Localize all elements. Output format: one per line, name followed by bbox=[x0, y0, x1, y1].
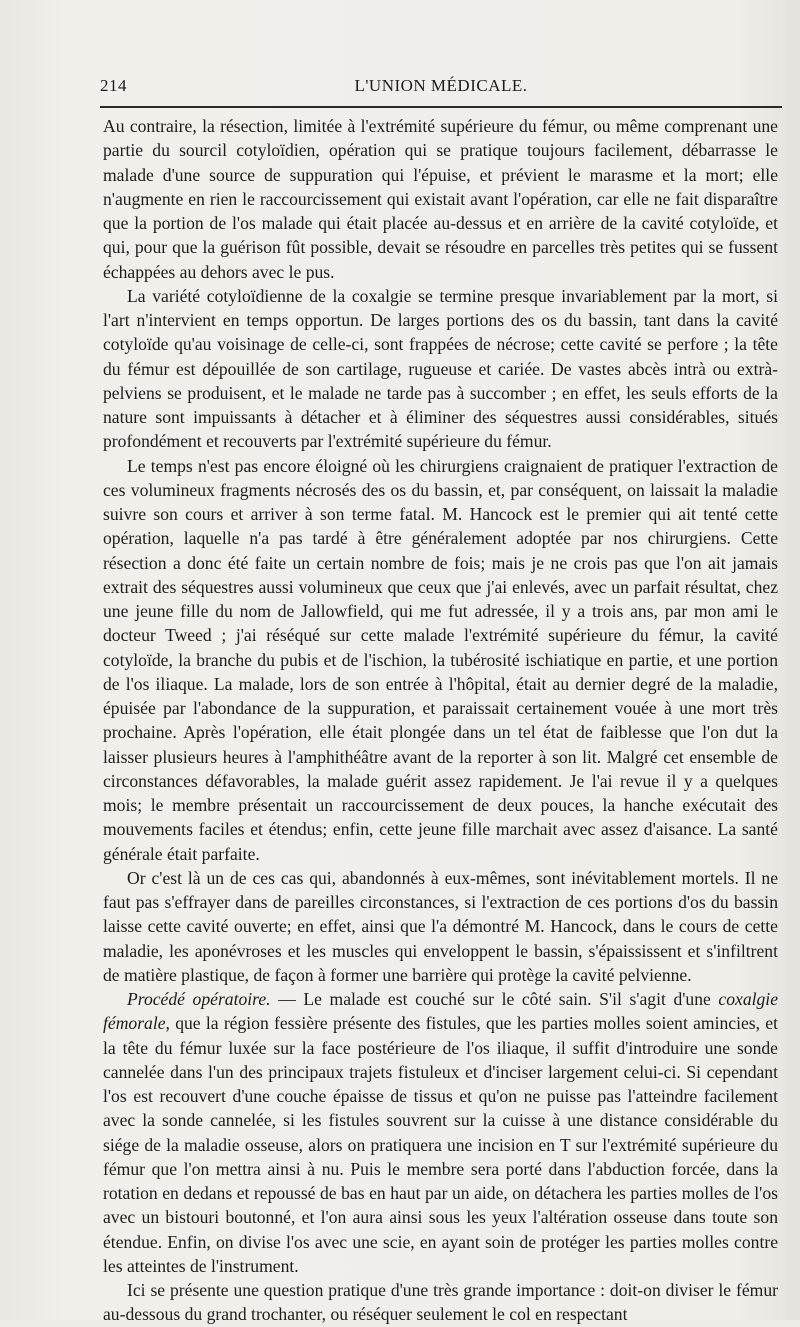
paragraph-1: Au contraire, la résection, limitée à l'extrémité supérieure du fémur, ou même comprenant une partie du sourcil cotyloïdien, opération qui se pratique toujours facilement, débarrasse le malade d'une source de suppuration qui l'épuise, et prévient le marasme et la mort; elle n'augmente en rien le raccourcissement qui existait avant l'opération, car elle ne fait disparaître que la portion de l'os malade qui était placée au-dessus et en arrière de la cavité cotyloïde, et qui, pour que la guérison fût possible, devait se résoudre en parcelles très petites qui se fussent échappées au dehors avec le pus. bbox=[103, 116, 778, 282]
paragraph-6: Ici se présente une question pratique d'une très grande importance : doit-on diviser le fémur au-dessous du grand trochanter, ou réséquer seulement le col en respectant bbox=[103, 1280, 778, 1325]
term-coxalgie-femorale: coxalgie fémorale, bbox=[103, 989, 778, 1034]
paragraph-5 bbox=[103, 987, 778, 1278]
page-header bbox=[100, 72, 782, 102]
header-rule bbox=[100, 106, 782, 108]
paragraph-5-text-a: — Le malade est couché sur le côté sain. S'il s'agit d'une bbox=[270, 989, 719, 1009]
running-title: L'UNION MÉDICALE. bbox=[354, 76, 528, 95]
paragraph-5-text-b: que la région fessière présente des fistules, que les parties molles soient amincies, et la tête du fémur luxée sur la face postérieure de l'os iliaque, il suffit d'introduire une sonde cannelée dans l'un des principaux trajets fistuleux et d'inciser largement celui-ci. Si cependant l'os est recouvert d'une couche épaisse de tissus et qu'on ne puisse pas l'atteindre facilement avec la sonde cannelée, si les fistules souvrent sur la cuisse à une distance considérable du siége de la maladie osseuse, alors on pratiquera une incision en T sur l'extrémité supérieure du fémur que l'on mettra ainsi à nu. Puis le membre sera porté dans l'abduction forcée, dans la rotation en dedans et repoussé de bas en haut par un aide, on détachera les parties molles de l'os avec un bistouri boutonné, et l'on aura ainsi sous les yeux l'altération osseuse dans toute son étendue. Enfin, on divise l'os avec une scie, en ayant soin de protéger les parties molles contre les atteintes de l'instrument. bbox=[103, 1013, 778, 1276]
paragraph-2: La variété cotyloïdienne de la coxalgie se termine presque invariablement par la mort, si l'art n'intervient en temps opportun. De larges portions des os du bassin, tant dans la cavité cotyloïde qu'au voisinage de celle-ci, sont frappées de nécrose; cette cavité se perfore ; la tête du fémur est dépouillée de son cartilage, rugueuse et cariée. De vastes abcès intrà ou extrà-pelviens se produisent, et le malade ne tarde pas à succomber ; en effet, les seuls efforts de la nature sont impuissants à détacher et à éliminer des séquestres aussi considérables, situés profondément et recouverts par l'extrémité supérieure du fémur. bbox=[103, 285, 778, 452]
body-text bbox=[103, 114, 778, 1327]
section-heading-procede-operatoire: Procédé opératoire. bbox=[127, 989, 271, 1009]
paragraph-4: Or c'est là un de ces cas qui, abandonnés à eux-mêmes, sont inévitablement mortels. Il ne faut pas s'effrayer dans de pareilles circonstances, si l'extraction de ces portions d'os du bassin laisse cette cavité ouverte; en effet, ainsi que l'a démontré M. Hancock, dans le cours de cette maladie, les aponévroses et les muscles qui enveloppent le bassin, s'épaississent et s'infiltrent de matière plastique, de façon à former une barrière qui protège la cavité pelvienne. bbox=[103, 867, 778, 985]
page-number: 214 bbox=[100, 76, 127, 95]
paragraph-3: Le temps n'est pas encore éloigné où les chirurgiens craignaient de pratiquer l'extraction de ces volumineux fragments nécrosés des os du bassin, et, par conséquent, on laissait la maladie suivre son cours et arriver à son terme fatal. M. Hancock est le premier qui ait tenté cette opération, laquelle n'a pas tardé à être généralement adoptée par nos chirurgiens. Cette résection a donc été faite un certain nombre de fois; mais je ne crois pas que l'on ait jamais extrait des séquestres aussi volumineux que ceux que j'ai enlevés, avec un parfait résultat, chez une jeune fille du nom de Jallowfield, qui me fut adressée, il y a trois ans, par mon ami le docteur Tweed ; j'ai réséqué sur cette malade l'extrémité supérieure du fémur, la cavité cotyloïde, la branche du pubis et de l'ischion, la tubérosité ischiatique en partie, et une portion de l'os iliaque. La malade, lors de son entrée à l'hôpital, était au dernier degré de la maladie, épuisée par l'abondance de la suppuration, et paraissait certainement vouée à une mort très prochaine. Après l'opération, elle était plongée dans un tel état de faiblesse que l'on dut la laisser plusieurs heures à l'amphithéâtre avant de la reporter à son lit. Malgré cet ensemble de circonstances défavorables, la malade guérit assez rapidement. Je l'ai revue il y a quelques mois; le membre présentait un raccourcissement de deux pouces, la hanche exécutait des mouvements faciles et étendus; enfin, cette jeune fille marchait avec assez d'aisance. La santé générale était parfaite. bbox=[103, 455, 778, 864]
